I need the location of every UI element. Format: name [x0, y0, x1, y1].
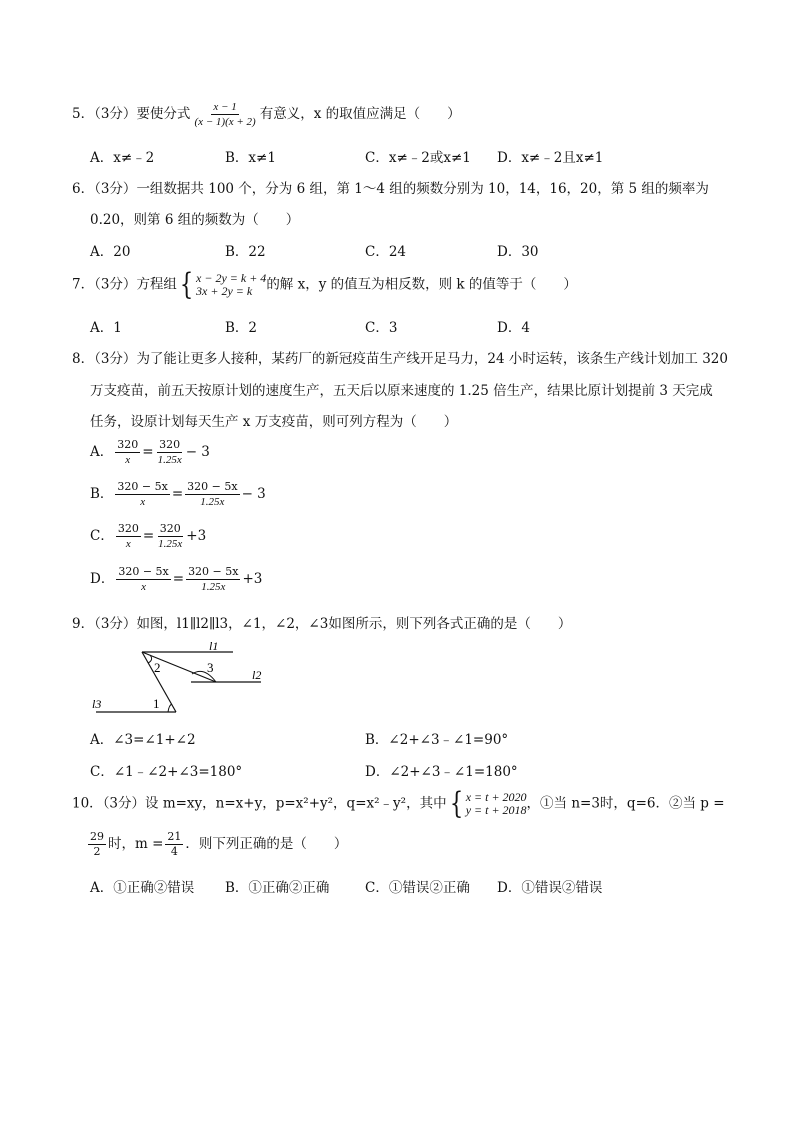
q8-d-left-den: x: [141, 581, 146, 593]
q8-a-tail: − 3: [185, 444, 210, 460]
label-angle-3: 3: [207, 660, 214, 675]
q6-option-a: A．20: [90, 244, 131, 260]
q10-equation-2: y = t + 2018: [465, 803, 527, 817]
q6-points: （3分）: [94, 181, 137, 197]
q10-stem-text-b: ，①当 n=3时，q=6．②当 p =: [526, 795, 725, 812]
q7-equation-2: 3x + 2y = k: [196, 284, 253, 298]
q8-c-left-num: 320: [117, 522, 139, 535]
q8-b-left-den: x: [140, 496, 146, 508]
q8-c-tail: +3: [186, 528, 207, 544]
q5-points: （3分）: [94, 106, 137, 122]
q6-option-c: C．24: [365, 244, 407, 260]
q8-option-b: [90, 480, 266, 509]
angle-arc-2: [148, 655, 152, 663]
q6-stem-line2: 0.20，则第 6 组的频数为（ ）: [90, 212, 300, 228]
q8-d-right-num: 320 − 5x: [188, 565, 239, 578]
q9-number: 9．: [72, 616, 95, 632]
q8-d-right-fraction: [186, 565, 240, 594]
angle-arc-1: [168, 704, 172, 712]
q8-c-right-fraction: [156, 522, 184, 551]
q5-number: 5．: [72, 106, 95, 122]
q8-a-right-num: 320: [159, 438, 181, 451]
q8-b-equals: =: [171, 486, 184, 502]
q10-stem-line1: [72, 786, 725, 821]
q5-option-c: C．x≠﹣2或x≠1: [365, 150, 471, 166]
q9-option-d: D．∠2+∠3﹣∠1=180°: [365, 764, 518, 780]
q8-option-b-label: B．: [90, 486, 114, 502]
q10-fraction-p: [88, 830, 106, 859]
q10-option-c: C．①错误②正确: [365, 880, 470, 896]
q10-stem-line2: [86, 830, 347, 859]
q8-c-right-num: 320: [159, 522, 181, 535]
q8-option-d-label: D．: [90, 571, 115, 587]
q9-stem: [72, 612, 571, 632]
q8-d-right-den: 1.25x: [201, 581, 226, 593]
q8-points: （3分）: [94, 351, 137, 367]
q7-option-a: A．1: [90, 320, 122, 336]
q7-option-b: B．2: [225, 320, 258, 336]
q8-text-1: 为了能让更多人接种，某药厂的新冠疫苗生产线开足马力，24 小时运转，该条生产线计划加工 320: [136, 351, 728, 367]
q8-d-left-num: 320 − 5x: [118, 565, 169, 578]
q10-stem-text-c: 时，m =: [108, 836, 164, 852]
q5-option-b: B．x≠1: [225, 150, 276, 166]
q8-a-left-fraction: [115, 438, 140, 467]
q8-option-c-label: C．: [90, 528, 114, 544]
q10-option-a: A．①正确②错误: [90, 880, 195, 896]
q7-option-d: D．4: [497, 320, 530, 336]
q10-fraction-m-num: 21: [167, 830, 182, 843]
q7-brace: {: [179, 267, 194, 302]
q5-stem-text-b: 有意义，x 的取值应满足（ ）: [259, 106, 461, 122]
q8-c-left-den: x: [125, 538, 131, 550]
q10-fraction-p-num: 29: [90, 830, 104, 843]
q10-equation-1: x = t + 2020: [465, 790, 527, 804]
q5-stem-text-a: 要使分式: [136, 106, 191, 122]
q6-text-1: 一组数据共 100 个，分为 6 组，第 1～4 组的频数分别为 10，14，16，20，第 5 组的频率为: [136, 181, 709, 197]
q7-stem-text-a: 方程组: [136, 276, 177, 293]
q10-equation-system: [447, 786, 527, 821]
q7-equation-1: x − 2y = k + 4: [196, 271, 267, 285]
q8-option-a-label: A．: [90, 444, 114, 460]
q10-fraction-p-den: 2: [93, 845, 101, 858]
q10-option-d: D．①错误②错误: [497, 880, 603, 896]
q5-option-a: A．x≠﹣2: [90, 150, 155, 166]
label-l2: l2: [252, 668, 262, 682]
q8-c-left-fraction: [116, 522, 141, 551]
q7-stem: [72, 267, 577, 302]
q8-b-left-num: 320 − 5x: [117, 480, 168, 493]
q9-option-b: B．∠2+∠3﹣∠1=90°: [365, 732, 509, 748]
q10-brace: {: [449, 786, 463, 821]
q8-stem-line2: 万支疫苗，前五天按原计划的速度生产，五天后以原来速度的 1.25 倍生产，结果比原计划提前 3 天完成: [90, 383, 713, 399]
q8-option-d: [90, 565, 262, 594]
label-l1: l1: [209, 642, 219, 653]
q8-stem-line3: 任务，设原计划每天生产 x 万支疫苗，则可列方程为（ ）: [90, 414, 458, 430]
label-l3: l3: [92, 697, 102, 711]
q6-stem-line1: [72, 177, 709, 197]
q8-b-right-fraction: [185, 480, 239, 509]
q10-number: 10．: [72, 795, 103, 812]
q9-stem-text: 如图，l1∥l2∥l3，∠1，∠2，∠3如图所示，则下列各式正确的是（ ）: [136, 616, 572, 632]
q8-d-left-fraction: [116, 565, 170, 594]
q8-b-right-den: 1.25x: [200, 496, 225, 508]
q10-stem-text-d: ．则下列正确的是（ ）: [185, 836, 348, 852]
q8-a-equals: =: [142, 444, 154, 460]
q5-fraction-numerator: x − 1: [213, 101, 237, 113]
q7-option-c: C．3: [365, 320, 398, 336]
q8-c-equals: =: [142, 528, 155, 544]
q9-figure: [88, 642, 288, 722]
q8-a-right-fraction: [156, 438, 184, 467]
q5-fraction-denominator: (x − 1)(x + 2): [194, 116, 256, 128]
q10-fraction-m-den: 4: [170, 845, 178, 858]
q10-fraction-m: [165, 830, 183, 859]
q8-number: 8．: [72, 351, 95, 367]
q5-option-d: D．x≠﹣2且x≠1: [497, 150, 604, 166]
q8-stem-line1: [72, 347, 728, 367]
q5-stem: [72, 100, 461, 129]
q8-b-tail: − 3: [241, 486, 266, 502]
q9-option-a: A．∠3=∠1+∠2: [90, 732, 196, 748]
q10-option-b: B．①正确②正确: [225, 880, 330, 896]
q8-d-tail: +3: [242, 571, 263, 587]
q8-a-right-den: 1.25x: [157, 454, 182, 466]
q8-b-left-fraction: [115, 480, 169, 509]
q5-fraction: [192, 100, 257, 129]
q8-d-equals: =: [172, 571, 185, 587]
q8-a-left-den: x: [125, 454, 131, 466]
q8-a-left-num: 320: [117, 438, 139, 451]
q7-points: （3分）: [94, 276, 137, 293]
q10-stem-text-a: 设 m=xy，n=x+y，p=x²+y²，q=x²﹣y²，其中: [145, 795, 447, 812]
q7-stem-text-b: 的解 x，y 的值互为相反数，则 k 的值等于（ ）: [266, 276, 577, 293]
q8-option-c: [90, 522, 206, 551]
q6-number: 6．: [72, 181, 95, 197]
q8-c-right-den: 1.25x: [158, 538, 183, 550]
label-angle-2: 2: [154, 660, 161, 675]
q8-option-a: [90, 438, 210, 467]
q6-option-b: B．22: [225, 244, 266, 260]
q7-equation-system: [177, 267, 267, 302]
q7-number: 7．: [72, 276, 95, 293]
q9-points: （3分）: [94, 616, 137, 632]
q9-option-c: C．∠1﹣∠2+∠3=180°: [90, 764, 243, 780]
q8-b-right-num: 320 − 5x: [187, 480, 238, 493]
q6-option-d: D．30: [497, 244, 539, 260]
q10-points: （3分）: [102, 795, 146, 812]
label-angle-1: 1: [153, 696, 160, 711]
